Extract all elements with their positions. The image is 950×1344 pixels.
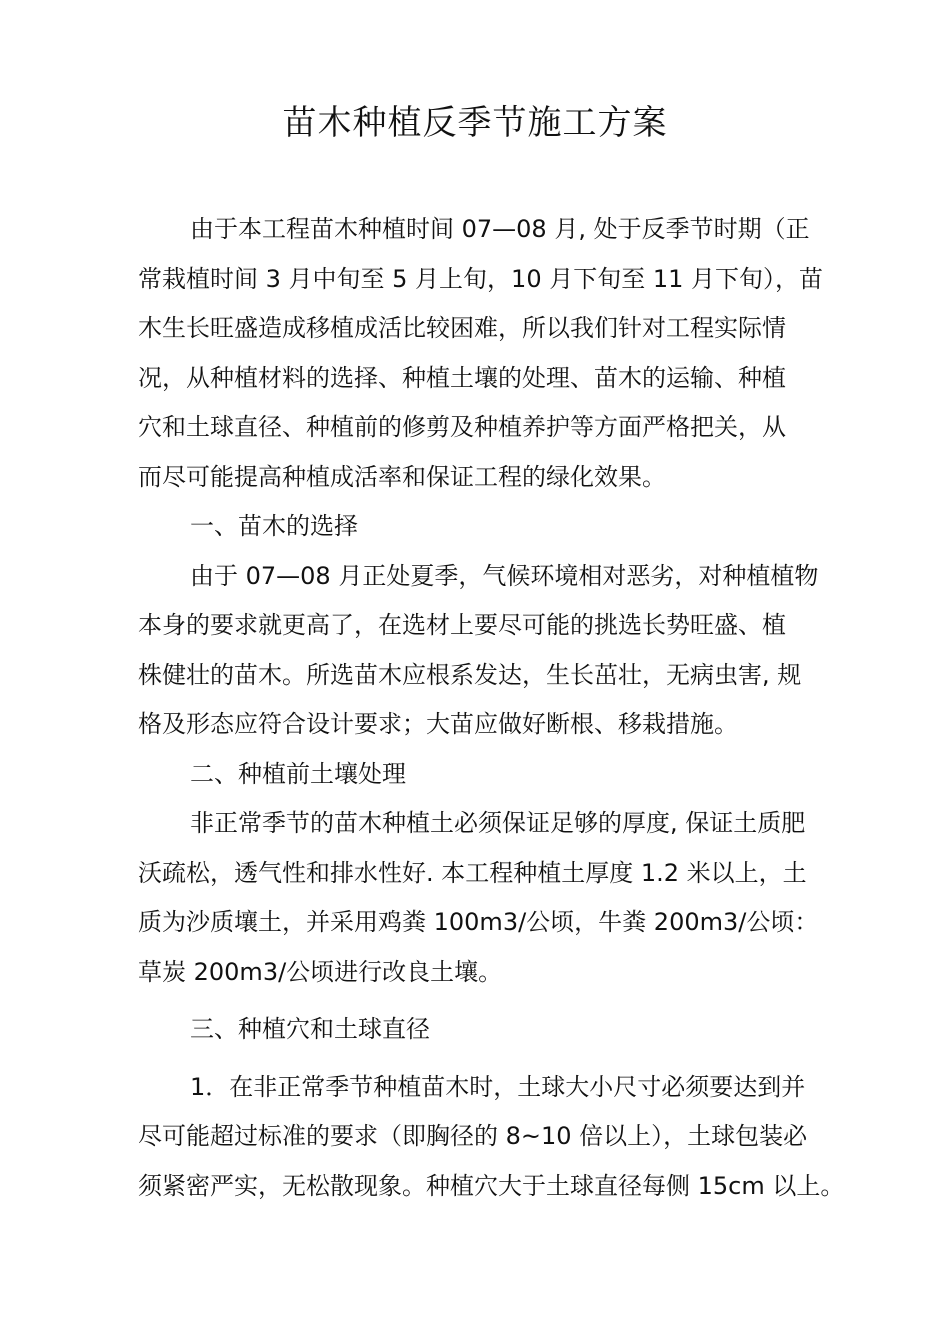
paragraph-line: 本身的要求就更高了，在选材上要尽可能的挑选长势旺盛、植 — [138, 611, 786, 639]
paragraph-line: 株健壮的苗木。所选苗木应根系发达，生长茁壮，无病虫害, 规 — [138, 660, 802, 689]
paragraph-line: 质为沙质壤土，并采用鸡粪 100m3/公顷，牛粪 200m3/公顷： — [138, 908, 819, 936]
paragraph-line: 1．在非正常季节种植苗木时，土球大小尺寸必须要达到并 — [190, 1072, 806, 1101]
paragraph-line: 尽可能超过标准的要求（即胸径的 8~10 倍以上），土球包装必 — [138, 1122, 808, 1150]
paragraph-line: 而尽可能提高种植成活率和保证工程的绿化效果。 — [138, 462, 666, 491]
paragraph-line: 常栽植时间 3 月中旬至 5 月上旬，10 月下旬至 11 月下旬），苗 — [138, 264, 824, 293]
paragraph-line: 况，从种植材料的选择、种植土壤的处理、苗木的运输、种植 — [138, 363, 786, 392]
paragraph-line: 穴和土球直径、种植前的修剪及种植养护等方面严格把关，从 — [138, 413, 786, 441]
section-heading: 三、种植穴和土球直径 — [190, 1015, 430, 1043]
document-body — [138, 205, 845, 1211]
paragraph-line: 木生长旺盛造成移植成活比较困难，所以我们针对工程实际情 — [138, 314, 786, 342]
paragraph-line: 由于 07—08 月正处夏季，气候环境相对恶劣，对种植植物 — [190, 561, 819, 590]
section-spacer — [138, 997, 828, 1005]
paragraph-line: 由于本工程苗木种植时间 07—08 月, 处于反季节时期（正 — [190, 215, 810, 243]
section-heading: 二、种植前土壤处理 — [190, 759, 406, 788]
paragraph-line: 沃疏松，透气性和排水性好. 本工程种植土厚度 1.2 米以上，土 — [138, 858, 807, 887]
paragraph-line: 非正常季节的苗木种植土必须保证足够的厚度, 保证土质肥 — [190, 809, 806, 837]
paragraph-line: 草炭 200m3/公顷进行改良土壤。 — [138, 957, 503, 986]
section-spacer — [138, 1055, 828, 1063]
section-heading: 一、苗木的选择 — [190, 512, 358, 540]
paragraph-line: 须紧密严实，无松散现象。种植穴大于土球直径每侧 15cm 以上。 — [138, 1171, 845, 1200]
document-title: 苗木种植反季节施工方案 — [282, 103, 668, 143]
paragraph-line: 格及形态应符合设计要求；大苗应做好断根、移栽措施。 — [138, 710, 738, 738]
